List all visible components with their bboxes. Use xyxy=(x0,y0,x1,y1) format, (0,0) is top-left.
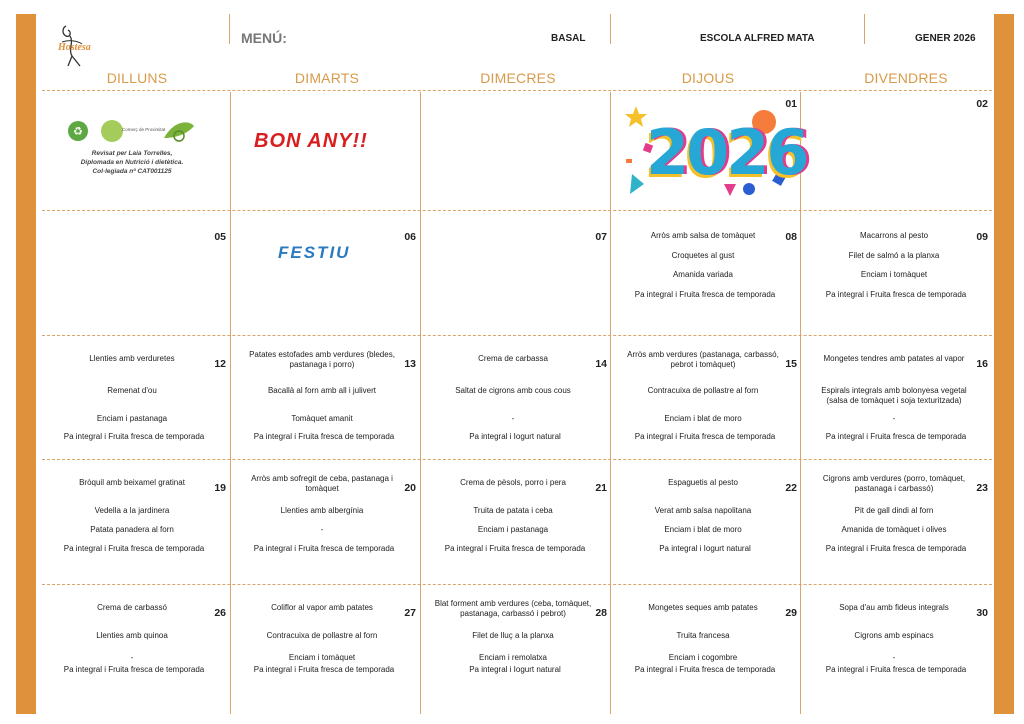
menu-item: Pa integral i Fruita fresca de temporada xyxy=(825,544,967,553)
day-number: 05 xyxy=(214,231,226,243)
revisat-line-3: Col·legiada nº CAT001125 xyxy=(92,168,172,175)
day-number: 22 xyxy=(785,482,797,494)
menu-item: Sopa d'au amb fideus integrals xyxy=(839,603,949,612)
day-number: 13 xyxy=(404,358,416,370)
day-cell xyxy=(804,211,994,334)
menu-item: Patata panadera al forn xyxy=(90,525,174,534)
menu-label: MENÚ: xyxy=(241,30,287,46)
day-cell xyxy=(423,211,613,334)
menu-item: Llenties amb quinoa xyxy=(96,631,168,640)
menu-item: Truita francesa xyxy=(676,631,730,640)
day-cell xyxy=(613,211,803,334)
menu-item: Contracuixa de pollastre al forn xyxy=(266,631,378,640)
menu-item: Bacallà al forn amb all i julivert xyxy=(267,386,377,395)
day-number: 15 xyxy=(785,358,797,370)
festiu-text: FESTIU xyxy=(278,243,351,262)
menu-item: Arròs amb sofregit de ceba, pastanaga i tomàquet xyxy=(251,474,393,493)
day-number: 20 xyxy=(404,482,416,494)
header-divider-2 xyxy=(610,14,611,44)
menu-item: Blat forment amb verdures (ceba, tomàquet, pastanaga, carbassó i pebrot) xyxy=(434,599,592,618)
menu-item: Pa integral i Iogurt natural xyxy=(469,432,561,441)
menu-item: Pa integral i Fruita fresca de temporada xyxy=(825,290,967,299)
menu-item: Arròs amb salsa de tomàquet xyxy=(650,231,756,240)
month-title: GENER 2026 xyxy=(915,33,976,44)
day-cell xyxy=(804,336,994,458)
day-cell xyxy=(423,585,613,714)
day-number: 26 xyxy=(214,607,226,619)
day-cell xyxy=(42,460,232,583)
menu-item: Tomàquet amanit xyxy=(291,414,353,423)
menu-item: Pa integral i Fruita fresca de temporada xyxy=(63,544,205,553)
day-number: 30 xyxy=(976,607,988,619)
menu-item: Pa integral i Fruita fresca de temporada xyxy=(825,665,967,674)
day-header-dilluns: DILLUNS xyxy=(106,70,168,86)
menu-item: Croquetes al gust xyxy=(671,251,735,260)
menu-item: Pa integral i Fruita fresca de temporada xyxy=(634,665,776,674)
school-name: ESCOLA ALFRED MATA xyxy=(700,33,815,44)
day-cell xyxy=(232,585,422,714)
menu-item: - xyxy=(511,414,515,423)
menu-item: Crema de carbassa xyxy=(478,354,548,363)
day-cell xyxy=(232,460,422,583)
menu-item: Pa integral i Fruita fresca de temporada xyxy=(63,665,205,674)
menu-item: Filet de salmó a la planxa xyxy=(848,251,940,260)
menu-item: Truita de patata i ceba xyxy=(473,506,553,515)
menu-item: Pa integral i Fruita fresca de temporada xyxy=(825,432,967,441)
menu-item: Verat amb salsa napolitana xyxy=(654,506,752,515)
badge-text: Comerç de Proximitat xyxy=(122,127,166,132)
svg-text:♻: ♻ xyxy=(73,125,83,138)
menu-item: Pa integral i Fruita fresca de temporada xyxy=(253,432,395,441)
menu-item: Pit de gall dindi al forn xyxy=(854,506,934,515)
menu-item: Crema de pèsols, porro i pera xyxy=(460,478,566,487)
menu-item: Filet de lluç a la planxa xyxy=(472,631,554,640)
menu-item: Enciam i tomàquet xyxy=(288,653,356,662)
menu-item: Coliflor al vapor amb patates xyxy=(271,603,373,612)
menu-item: Enciam i pastanaga xyxy=(96,414,168,423)
day-cell xyxy=(613,336,803,458)
day-number: 14 xyxy=(595,358,607,370)
day-number: 01 xyxy=(785,98,797,110)
menu-item: Pa integral i Fruita fresca de temporada xyxy=(634,432,776,441)
year-text: 2026 xyxy=(646,116,807,189)
menu-item: Espaguetis al pesto xyxy=(668,478,738,487)
revisat-line-2: Diplomada en Nutrició i dietètica. xyxy=(80,159,184,166)
day-cell xyxy=(232,336,422,458)
day-number: 06 xyxy=(404,231,416,243)
day-cell xyxy=(232,211,422,334)
day-header-dimecres: DIMECRES xyxy=(480,70,556,86)
day-number: 28 xyxy=(595,607,607,619)
day-header-dimarts: DIMARTS xyxy=(294,70,360,86)
day-number: 12 xyxy=(214,358,226,370)
day-number: 23 xyxy=(976,482,988,494)
day-cell xyxy=(613,460,803,583)
menu-item: Bròquil amb beixamel gratinat xyxy=(79,478,185,487)
menu-item: Patates estofades amb verdures (bledes, pastanaga i porro) xyxy=(249,350,395,369)
day-cell xyxy=(804,460,994,583)
day-number: 29 xyxy=(785,607,797,619)
menu-item: Enciam i blat de moro xyxy=(664,414,742,423)
day-number: 08 xyxy=(785,231,797,243)
day-number: 09 xyxy=(976,231,988,243)
menu-item: Pa integral i Fruita fresca de temporada xyxy=(63,432,205,441)
revisat-line-1: Revisat per Laia Torrelles, xyxy=(91,150,173,157)
hostesa-logo xyxy=(52,20,102,70)
menu-item: Macarrons al pesto xyxy=(859,231,929,240)
menu-item: Cigrons amb espinacs xyxy=(854,631,934,640)
menu-item: Mongetes tendres amb patates al vapor xyxy=(823,354,965,363)
logo-text: Hostesa xyxy=(58,42,91,53)
certification-badges xyxy=(64,118,199,144)
day-number: 27 xyxy=(404,607,416,619)
menu-item: Pa integral i Fruita fresca de temporada xyxy=(444,544,586,553)
menu-item: - xyxy=(892,653,896,662)
menu-item: Enciam i tomàquet xyxy=(860,270,928,279)
menu-item: Remenat d'ou xyxy=(107,386,157,395)
day-cell xyxy=(42,585,232,714)
menu-item: Amanida de tomàquet i olives xyxy=(841,525,947,534)
menu-item: - xyxy=(892,414,896,423)
menu-item: Pa integral i Iogurt natural xyxy=(659,544,751,553)
day-number: 07 xyxy=(595,231,607,243)
day-number: 16 xyxy=(976,358,988,370)
menu-item: Llenties amb verduretes xyxy=(89,354,175,363)
menu-item: Cigrons amb verdures (porro, tomàquet, pastanaga i carbassó) xyxy=(822,474,966,493)
day-number: 21 xyxy=(595,482,607,494)
menu-item: Enciam i blat de moro xyxy=(664,525,742,534)
header-divider-3 xyxy=(864,14,865,44)
day-cell xyxy=(804,92,994,209)
menu-item: Enciam i pastanaga xyxy=(477,525,549,534)
day-number: 02 xyxy=(976,98,988,110)
menu-item: Pa integral i Fruita fresca de temporada xyxy=(253,665,395,674)
day-header-dijous: DIJOUS xyxy=(681,70,735,86)
menu-item: Mongetes seques amb patates xyxy=(648,603,758,612)
day-cell xyxy=(423,336,613,458)
day-number: 19 xyxy=(214,482,226,494)
menu-item: Espirals integrals amb bolonyesa vegetal (salsa de tomàquet i soja texturitzada) xyxy=(821,386,967,405)
right-orange-bar xyxy=(994,14,1014,714)
menu-item: Pa integral i Fruita fresca de temporada xyxy=(634,290,776,299)
menu-item: Contracuixa de pollastre al forn xyxy=(647,386,759,395)
menu-item: Enciam i cogombre xyxy=(668,653,738,662)
day-cell xyxy=(42,211,232,334)
menu-item: Arròs amb verdures (pastanaga, carbassó, pebrot i tomàquet) xyxy=(627,350,779,369)
menu-item: Crema de carbassó xyxy=(97,603,167,612)
bon-any-text: BON ANY!! xyxy=(254,130,368,152)
menu-item: Amanida variada xyxy=(672,270,734,279)
menu-item: - xyxy=(130,653,134,662)
menu-item: - xyxy=(320,525,324,534)
menu-item: Saltat de cigrons amb cous cous xyxy=(455,386,571,395)
day-cell xyxy=(42,336,232,458)
day-cell xyxy=(423,92,613,209)
menu-item: Vedella a la jardinera xyxy=(94,506,170,515)
menu-item: Pa integral i Fruita fresca de temporada xyxy=(253,544,395,553)
menu-item: Enciam i remolatxa xyxy=(478,653,548,662)
day-cell xyxy=(613,585,803,714)
menu-type: BASAL xyxy=(551,33,586,44)
menu-item: Pa integral i Iogurt natural xyxy=(469,665,561,674)
day-header-divendres: DIVENDRES xyxy=(864,70,948,86)
menu-item: Llenties amb albergínia xyxy=(280,506,364,515)
day-cell xyxy=(423,460,613,583)
day-cell xyxy=(804,585,994,714)
left-orange-bar xyxy=(16,14,36,714)
row-divider xyxy=(42,90,992,91)
header-divider-1 xyxy=(229,14,230,44)
